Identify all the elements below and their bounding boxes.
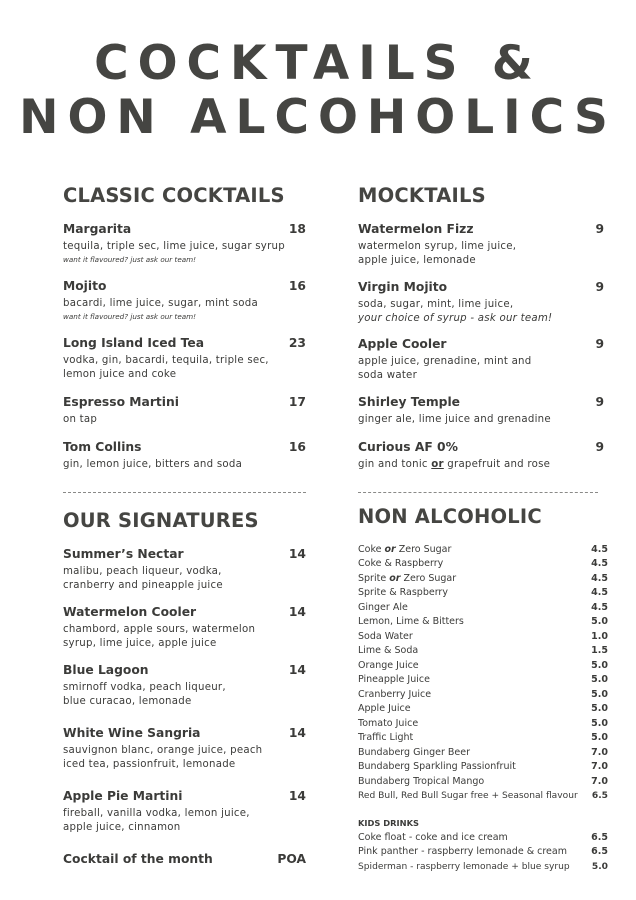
item-name: Blue Lagoon: [63, 663, 149, 677]
item-price: 16: [288, 440, 306, 454]
item-name: Ginger Ale: [358, 601, 408, 613]
item-price: 5.0: [591, 674, 608, 686]
list-item: [358, 615, 608, 629]
kids-drinks-list: [358, 831, 608, 874]
menu-item: [358, 439, 604, 472]
item-name: White Wine Sangria: [63, 726, 201, 740]
item-price: 9: [595, 440, 604, 454]
item-price: 4.5: [591, 601, 608, 613]
item-name: Lime & Soda: [358, 645, 419, 657]
item-description-line: syrup, lime juice, apple juice: [63, 638, 217, 649]
list-item: [358, 543, 608, 557]
list-item: [358, 789, 608, 803]
item-price: 14: [288, 726, 306, 740]
item-price: 4.5: [591, 558, 608, 570]
list-item: [358, 760, 608, 774]
item-price: 5.0: [591, 861, 608, 872]
item-price: 7.0: [591, 775, 608, 787]
item-name: Soda Water: [358, 630, 413, 642]
item-price: 17: [288, 395, 306, 409]
list-item: [358, 688, 608, 702]
item-description-line: iced tea, passionfruit, lemonade: [63, 759, 236, 770]
item-name: Pink panther - raspberry lemonade & cream: [358, 846, 567, 858]
item-price: 1.0: [591, 630, 608, 642]
item-name: Long Island Iced Tea: [63, 336, 205, 350]
item-name: Bundaberg Tropical Mango: [358, 775, 485, 787]
item-name: Spiderman - raspberry lemonade + blue syrup: [358, 861, 570, 872]
item-note: want it flavoured? just ask our team!: [63, 255, 197, 264]
list-item: [358, 831, 608, 845]
item-description-line: apple juice, grenadine, mint and: [358, 356, 532, 367]
list-item: [358, 586, 608, 600]
item-name: Tomato Juice: [358, 717, 419, 729]
item-name: Espresso Martini: [63, 395, 179, 409]
item-name: Shirley Temple: [358, 395, 461, 409]
menu-item: [63, 335, 306, 382]
menu-item: [63, 439, 306, 472]
cocktail-of-the-month: [63, 851, 306, 867]
item-price: 7.0: [591, 746, 608, 758]
list-item: [358, 630, 608, 644]
classic-cocktails-heading: CLASSIC COCKTAILS: [63, 184, 285, 207]
or-word: or: [389, 572, 401, 584]
item-name-part: Sprite: [358, 572, 390, 584]
mocktails-heading: MOCKTAILS: [358, 184, 486, 207]
item-price: 14: [288, 547, 306, 561]
item-description: [63, 565, 306, 593]
menu-item: [63, 394, 306, 427]
section-divider: [358, 492, 598, 493]
item-price: 5.0: [591, 703, 608, 715]
item-description-line: blue curacao, lemonade: [63, 696, 192, 707]
item-description: [63, 744, 306, 772]
list-item: [358, 717, 608, 731]
item-description: [63, 681, 306, 709]
item-name: Coke & Raspberry: [358, 558, 444, 570]
item-price: 23: [288, 336, 306, 350]
item-description-line: soda water: [358, 370, 418, 381]
item-name: Watermelon Cooler: [63, 605, 197, 619]
item-price: 9: [595, 222, 604, 236]
non-alcoholic-list: [358, 543, 608, 803]
list-item: [358, 557, 608, 571]
item-description: [358, 458, 604, 472]
item-name: Traffic Light: [358, 732, 414, 744]
item-price: 7.0: [591, 761, 608, 773]
item-price: 9: [595, 280, 604, 294]
item-price: 9: [595, 337, 604, 351]
item-description-line: smirnoff vodka, peach liqueur,: [63, 682, 226, 693]
item-name: Bundaberg Ginger Beer: [358, 746, 471, 758]
item-description-line: chambord, apple sours, watermelon: [63, 624, 256, 635]
item-description-line: your choice of syrup - ask our team!: [358, 313, 553, 324]
item-price: POA: [277, 852, 306, 866]
menu-item: [63, 278, 306, 322]
item-description: [358, 298, 604, 326]
item-name: Tom Collins: [63, 440, 142, 454]
item-description: [358, 240, 604, 268]
item-price: 14: [288, 789, 306, 803]
item-description: gin, lemon juice, bitters and soda: [63, 459, 243, 470]
kids-drinks-heading: KIDS DRINKS: [358, 818, 419, 828]
item-name-part: Coke: [358, 544, 385, 555]
menu-item: [358, 336, 604, 383]
item-name: Coke float - coke and ice cream: [358, 832, 508, 843]
item-name: Sprite & Raspberry: [358, 587, 448, 599]
item-description-line: apple juice, lemonade: [358, 255, 476, 266]
menu-item: [358, 221, 604, 268]
item-name: Summer’s Nectar: [63, 547, 184, 561]
menu-item: [63, 546, 306, 593]
item-price: 4.5: [591, 572, 608, 584]
signatures-heading: OUR SIGNATURES: [63, 509, 259, 532]
item-name: Cocktail of the month: [63, 852, 213, 866]
item-name: Mojito: [63, 279, 107, 293]
list-item: [358, 860, 608, 874]
item-description-line: lemon juice and coke: [63, 369, 177, 380]
list-item: [358, 572, 608, 586]
menu-item: [63, 662, 306, 709]
list-item: [358, 845, 608, 859]
menu-item: [358, 394, 604, 427]
item-description-line: cranberry and pineapple juice: [63, 580, 223, 591]
list-item: [358, 746, 608, 760]
item-name: Apple Pie Martini: [63, 789, 183, 803]
item-name-part: Zero Sugar: [395, 544, 452, 555]
item-name: Curious AF 0%: [358, 440, 458, 454]
item-price: 16: [288, 279, 306, 293]
item-name: Watermelon Fizz: [358, 222, 474, 236]
item-name: Orange Juice: [358, 659, 419, 671]
item-description-line: malibu, peach liqueur, vodka,: [63, 566, 222, 577]
item-description-line: watermelon syrup, lime juice,: [358, 241, 517, 252]
item-price: 9: [595, 395, 604, 409]
item-price: 5.0: [591, 616, 608, 628]
list-item: [358, 775, 608, 789]
item-price: 6.5: [591, 846, 608, 858]
or-word: or: [431, 459, 444, 470]
list-item: [358, 673, 608, 687]
item-description-line: apple juice, cinnamon: [63, 822, 181, 833]
menu-item: [63, 604, 306, 651]
item-name: Virgin Mojito: [358, 280, 448, 294]
item-description: [358, 355, 604, 383]
page-title-line-1: COCKTAILS &: [94, 36, 542, 91]
item-price: 5.0: [591, 717, 608, 729]
item-name-part: Zero Sugar: [400, 572, 457, 584]
item-name: Pineapple Juice: [358, 674, 430, 686]
menu-item: [63, 221, 306, 265]
item-price: 5.0: [591, 732, 608, 744]
item-description-line: vodka, gin, bacardi, tequila, triple sec,: [63, 355, 269, 366]
menu-item: [63, 725, 306, 772]
item-price: 6.5: [591, 790, 608, 801]
item-description: ginger ale, lime juice and grenadine: [358, 414, 551, 425]
list-item: [358, 702, 608, 716]
item-name: Bundaberg Sparkling Passionfruit: [358, 761, 516, 773]
item-description: [63, 623, 306, 651]
item-name: Red Bull, Red Bull Sugar free + Seasonal flavour: [358, 790, 578, 801]
item-name: Apple Cooler: [358, 337, 447, 351]
list-item: [358, 731, 608, 745]
item-name: Margarita: [63, 222, 132, 236]
item-price: 1.5: [591, 645, 608, 657]
item-description: [63, 354, 306, 382]
item-description: on tap: [63, 414, 98, 425]
list-item: [358, 644, 608, 658]
non-alcoholic-heading: NON ALCOHOLIC: [358, 505, 542, 528]
item-name: Lemon, Lime & Bitters: [358, 616, 464, 628]
section-divider: [63, 492, 306, 493]
item-description-line: soda, sugar, mint, lime juice,: [358, 299, 514, 310]
item-note: want it flavoured? just ask our team!: [63, 312, 197, 321]
item-price: 14: [288, 663, 306, 677]
desc-part: grapefruit and rose: [443, 459, 551, 470]
item-price: 6.5: [591, 832, 608, 843]
menu-item: [63, 788, 306, 835]
item-description: tequila, triple sec, lime juice, sugar syrup: [63, 241, 285, 252]
item-price: 4.5: [591, 544, 608, 555]
item-price: 18: [288, 222, 306, 236]
list-item: [358, 659, 608, 673]
item-description: [63, 807, 306, 835]
item-price: 5.0: [591, 688, 608, 700]
item-name: Apple Juice: [358, 703, 411, 715]
item-description: bacardi, lime juice, sugar, mint soda: [63, 298, 258, 309]
or-word: or: [384, 544, 396, 555]
item-price: 5.0: [591, 659, 608, 671]
list-item: [358, 601, 608, 615]
item-description-line: fireball, vanilla vodka, lemon juice,: [63, 808, 250, 819]
item-price: 14: [288, 605, 306, 619]
desc-part: gin and tonic: [358, 459, 432, 470]
item-name: Cranberry Juice: [358, 688, 432, 700]
item-description-line: sauvignon blanc, orange juice, peach: [63, 745, 263, 756]
menu-item: [358, 279, 604, 326]
page-title-line-2: NON ALCOHOLICS: [19, 90, 617, 145]
item-price: 4.5: [591, 587, 608, 599]
